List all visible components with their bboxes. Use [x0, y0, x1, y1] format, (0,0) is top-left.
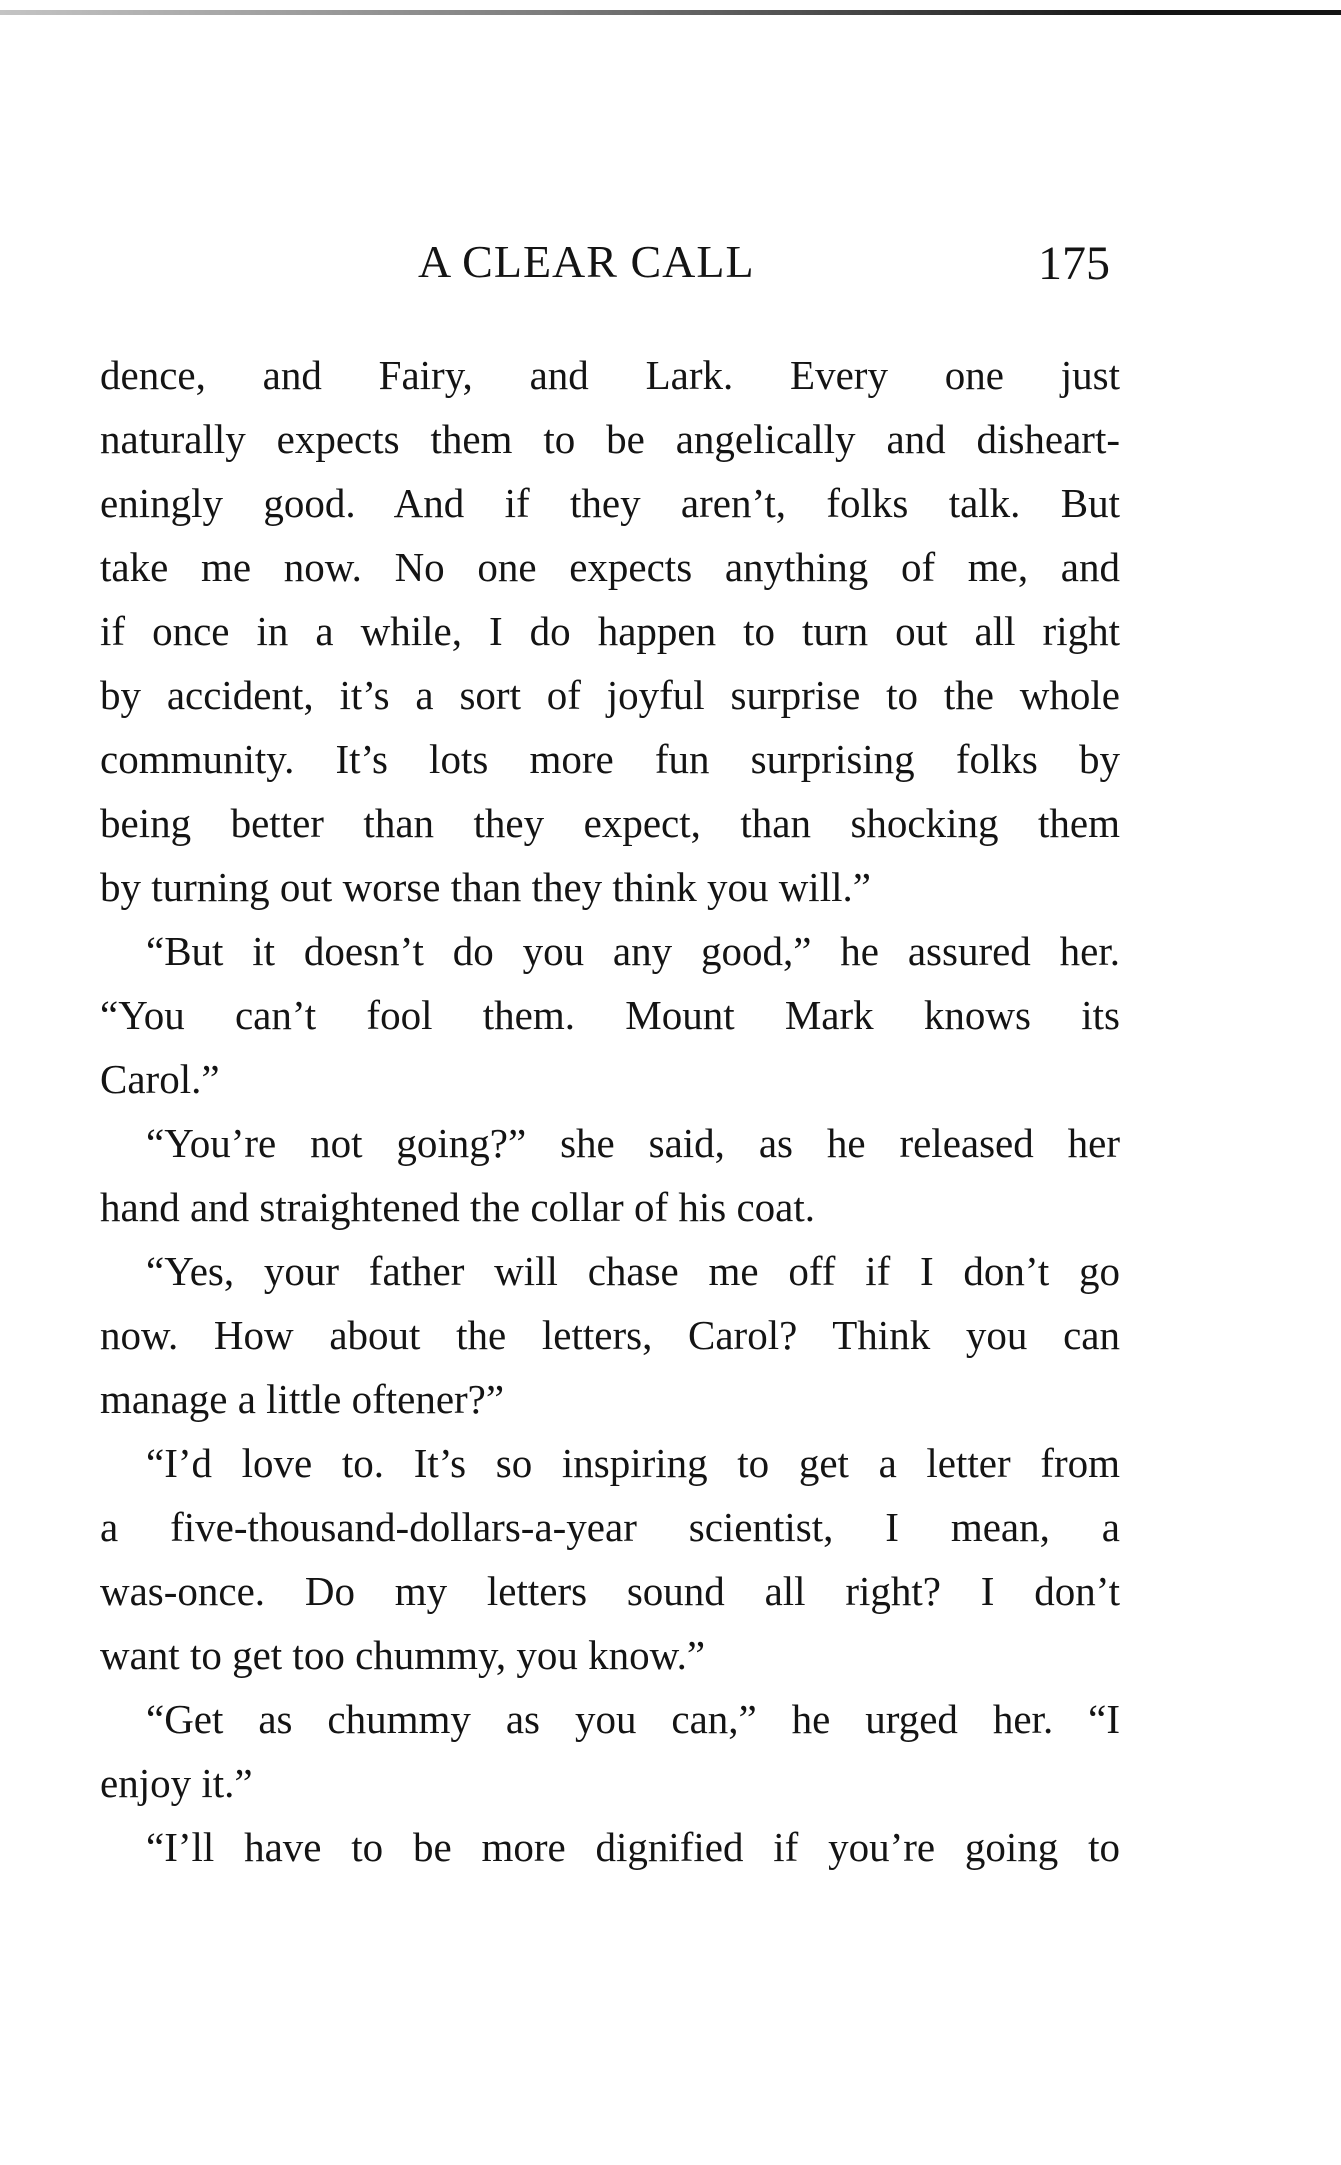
text-line: “I’ll have to be more dignified if you’re going to — [146, 1824, 1120, 1870]
body-text — [100, 343, 1120, 1879]
text-line: want to get too chummy, you know.” — [100, 1632, 706, 1678]
text-line: a five-thousand-dollars-a-year scientist, I mean, a — [100, 1504, 1120, 1550]
text-line: dence, and Fairy, and Lark. Every one just — [100, 352, 1120, 398]
text-line: now. How about the letters, Carol? Think you can — [100, 1312, 1120, 1358]
text-line: manage a little oftener?” — [100, 1376, 505, 1422]
text-line: “You’re not going?” she said, as he released her — [146, 1120, 1120, 1166]
text-line: “But it doesn’t do you any good,” he assured her. — [146, 928, 1120, 974]
text-line: by turning out worse than they think you will.” — [100, 864, 871, 910]
text-line: enjoy it.” — [100, 1760, 253, 1806]
text-line: “I’d love to. It’s so inspiring to get a letter from — [146, 1440, 1120, 1486]
text-line: if once in a while, I do happen to turn out all right — [100, 608, 1120, 654]
text-line: Carol.” — [100, 1056, 220, 1102]
page-number: 175 — [1038, 237, 1110, 290]
text-line: “Yes, your father will chase me off if I don’t go — [146, 1248, 1120, 1294]
text-line: was-once. Do my letters sound all right? I don’t — [100, 1568, 1120, 1614]
text-line: being better than they expect, than shocking them — [100, 800, 1120, 846]
text-line: “Get as chummy as you can,” he urged her. “I — [146, 1696, 1120, 1742]
text-line: by accident, it’s a sort of joyful surprise to the whole — [100, 672, 1120, 718]
text-line: community. It’s lots more fun surprising folks by — [100, 736, 1120, 782]
text-line: hand and straightened the collar of his coat. — [100, 1184, 815, 1230]
text-line: naturally expects them to be angelically and disheart- — [100, 416, 1120, 462]
text-line: “You can’t fool them. Mount Mark knows its — [100, 992, 1120, 1038]
text-line: eningly good. And if they aren’t, folks talk. But — [100, 480, 1120, 526]
running-title: A CLEAR CALL — [418, 236, 755, 287]
top-edge-rule — [0, 10, 1341, 15]
text-line: take me now. No one expects anything of me, and — [100, 544, 1120, 590]
running-header — [0, 232, 1341, 292]
